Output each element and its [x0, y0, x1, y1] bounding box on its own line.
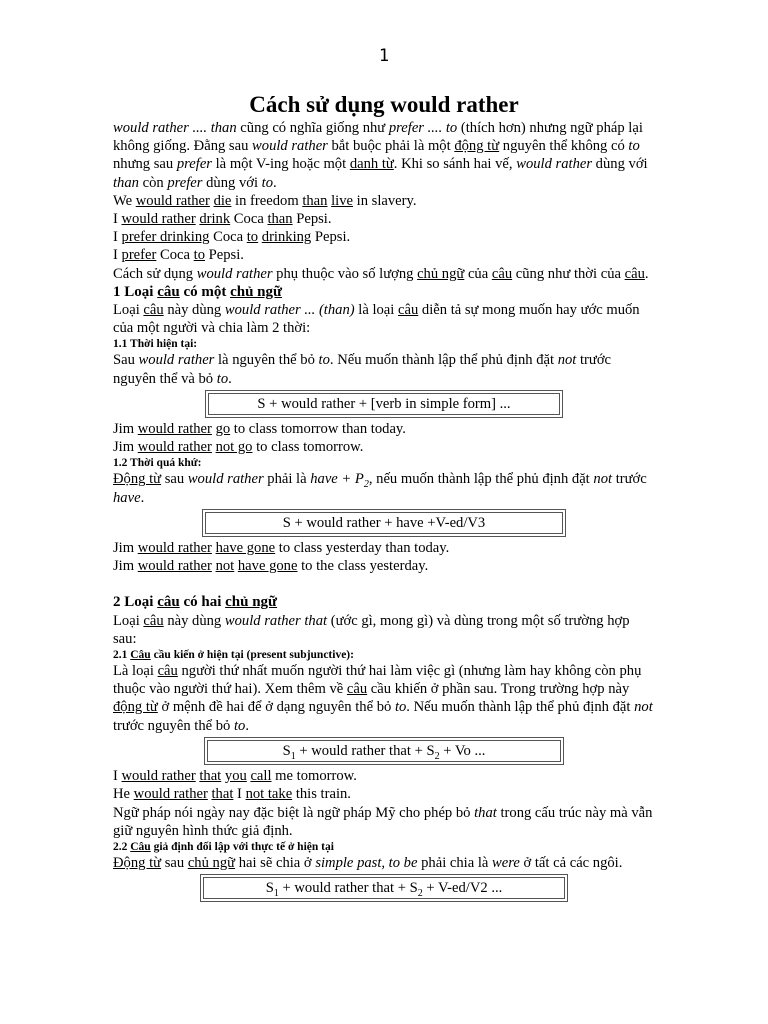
text: Coca: [209, 229, 247, 246]
link-text[interactable]: would rather: [121, 211, 196, 228]
example-line: [113, 539, 655, 557]
link-text[interactable]: to: [193, 247, 206, 264]
link-text[interactable]: Câu: [130, 840, 151, 853]
text: cũng có nghĩa giống như: [236, 120, 389, 136]
text: .: [273, 174, 277, 191]
link-text[interactable]: would rather: [121, 768, 196, 785]
link-text[interactable]: câu: [157, 663, 178, 680]
example-line: [113, 210, 655, 228]
link-text[interactable]: die: [213, 192, 232, 209]
formula-box: [204, 737, 564, 765]
text: + V-ed/V2 ...: [422, 880, 503, 897]
text: (ước gì, mong gì) và dùng trong một số trường hợp sau:: [113, 612, 630, 647]
text: nguyên thể không có: [499, 138, 629, 155]
subscript: 1: [273, 888, 279, 900]
text: to: [261, 174, 274, 191]
text: là loại: [354, 302, 398, 319]
text: còn: [138, 174, 168, 191]
formula-text: [207, 740, 561, 762]
text: .: [245, 717, 250, 734]
text: I: [113, 211, 122, 228]
text: would rather: [196, 265, 273, 282]
text: Pepsi.: [311, 229, 351, 246]
link-text[interactable]: that: [211, 786, 234, 803]
text: to class yesterday than today.: [275, 540, 450, 557]
usage-paragraph: [113, 265, 655, 283]
subscript: 2: [363, 479, 369, 491]
text: người thứ nhất muốn người thứ hai làm việc gì (nhưng làm hay không còn phụ thuộc vào người thứ hai). Xem thêm về: [113, 663, 642, 698]
text: + Vo ...: [439, 742, 486, 759]
link-text[interactable]: câu: [157, 283, 180, 300]
text: Là loại: [113, 663, 158, 680]
text: not: [557, 352, 577, 369]
text: 2.1: [113, 649, 131, 662]
link-text[interactable]: câu: [143, 612, 164, 629]
note-paragraph: [113, 804, 655, 840]
link-text[interactable]: câu: [491, 265, 513, 282]
subsection-description: [113, 470, 655, 506]
link-text[interactable]: not take: [245, 786, 293, 803]
text: in slavery.: [353, 192, 417, 209]
text: would rather ... (than): [224, 302, 355, 319]
text: to class tomorrow.: [252, 439, 364, 456]
example-line: [113, 785, 655, 803]
page-number: 1: [378, 46, 390, 66]
text: S: [282, 742, 291, 759]
text: cầu kiến ở hiện tại (present subjunctive):: [150, 649, 354, 662]
link-text[interactable]: you: [224, 768, 247, 785]
text: to: [394, 699, 407, 716]
text: S: [265, 880, 274, 897]
subscript: 2: [434, 750, 440, 762]
link-text[interactable]: danh từ: [349, 156, 394, 173]
example-line: [113, 192, 655, 210]
text: Pepsi.: [292, 211, 332, 228]
formula-text: S + would rather + [verb in simple form] ...: [208, 393, 560, 415]
link-text[interactable]: động từ: [113, 699, 158, 716]
text: này dùng: [163, 302, 225, 319]
link-text[interactable]: chủ ngữ: [417, 265, 465, 282]
text: would rather .... than: [113, 120, 237, 136]
text: hai sẽ chia ở: [235, 854, 316, 871]
text: to: [216, 370, 229, 387]
text: trước nguyên thể và bỏ: [113, 352, 612, 387]
text: not: [634, 699, 653, 716]
subsection-description: [113, 351, 655, 387]
text: ở tất cả các ngôi.: [519, 854, 623, 871]
formula-box: [205, 390, 563, 418]
link-text[interactable]: would rather: [137, 540, 212, 557]
subsection-heading: [113, 840, 655, 854]
text: I: [113, 229, 122, 246]
text: that: [474, 804, 497, 821]
link-text[interactable]: call: [250, 768, 272, 785]
text: Jim: [113, 421, 138, 438]
subsection-heading: [113, 648, 655, 662]
text: Pepsi.: [205, 247, 244, 264]
text: .: [140, 489, 145, 506]
text: Loại: [113, 302, 144, 319]
example-line: [113, 767, 655, 785]
link-text[interactable]: would rather: [137, 439, 212, 456]
link-text[interactable]: not go: [215, 439, 253, 456]
link-text[interactable]: drink: [199, 211, 231, 228]
text: prefer: [176, 156, 212, 173]
example-line: [113, 420, 655, 438]
text: Coca: [230, 211, 268, 228]
formula-box: [202, 509, 566, 537]
text: giả định đối lập với thực tế ở hiện tại: [150, 840, 334, 853]
text: simple past, to be: [315, 854, 418, 871]
text: + would rather that + S: [295, 742, 435, 759]
text: were: [492, 854, 520, 871]
text: I: [113, 247, 122, 264]
text: in freedom: [231, 192, 303, 209]
text: có một: [179, 283, 231, 300]
text: trước: [612, 471, 647, 488]
text: me tomorrow.: [271, 768, 357, 785]
section-description: [113, 612, 655, 648]
subsection-description: [113, 662, 655, 735]
text: to: [318, 352, 330, 369]
text: là một V-ing hoặc một: [211, 156, 350, 173]
link-text[interactable]: câu: [398, 302, 419, 319]
subsection-heading: 1.2 Thời quá khứ:: [113, 457, 202, 470]
link-text[interactable]: that: [199, 768, 222, 785]
link-text[interactable]: live: [331, 192, 354, 209]
text: . Khi so sánh hai vế,: [393, 156, 517, 173]
text: phải chia là: [417, 854, 493, 871]
example-line: [113, 246, 655, 264]
text: (thích hơn) nhưng ngữ pháp lại không giống. Đằng sau: [113, 120, 643, 155]
link-text[interactable]: prefer: [121, 247, 157, 264]
text: cầu khiến ở phần sau. Trong trường hợp này: [367, 681, 630, 698]
section-heading: [113, 593, 655, 611]
text: Jim: [113, 439, 138, 456]
text: là nguyên thể bỏ: [214, 352, 319, 369]
intro-paragraph: [113, 119, 655, 192]
spacer: [113, 575, 655, 593]
link-text[interactable]: chủ ngữ: [225, 594, 278, 611]
text: của: [464, 265, 492, 282]
text: này dùng: [163, 612, 225, 629]
text: bắt buộc phải là một: [327, 138, 455, 155]
text: Sau: [113, 352, 139, 369]
text: have + P: [310, 471, 364, 488]
link-text[interactable]: câu: [157, 594, 180, 611]
link-text[interactable]: câu: [346, 681, 368, 698]
text: 2 Loại: [113, 594, 158, 611]
text: Ngữ pháp nói ngày nay đặc biệt là ngữ pháp Mỹ cho phép bỏ: [113, 804, 475, 821]
link-text[interactable]: go: [215, 421, 231, 438]
text: Jim: [113, 558, 138, 575]
document-title: Cách sử dụng would rather: [249, 92, 519, 117]
formula-text: [203, 877, 565, 899]
formula-text: S + would rather + have +V-ed/V3: [205, 512, 563, 534]
example-line: [113, 438, 655, 456]
text: dùng với: [592, 156, 648, 173]
text: to class tomorrow than today.: [230, 421, 406, 438]
link-text[interactable]: prefer drinking: [121, 229, 210, 246]
text: dùng với: [202, 174, 262, 191]
link-text[interactable]: than: [267, 211, 293, 228]
section-description: [113, 301, 655, 337]
text: + would rather that + S: [278, 880, 418, 897]
section-heading: [113, 283, 655, 301]
link-text[interactable]: to: [246, 229, 259, 246]
link-text[interactable]: have gone: [237, 558, 298, 575]
example-line: [113, 557, 655, 575]
text: Loại: [113, 612, 144, 629]
text: to: [628, 138, 640, 155]
link-text[interactable]: would rather: [133, 786, 208, 803]
formula-box: [200, 874, 568, 902]
text: sau: [161, 854, 188, 871]
text: Coca: [156, 247, 194, 264]
text: not: [593, 471, 613, 488]
link-text[interactable]: would rather: [137, 421, 212, 438]
link-text[interactable]: than: [302, 192, 328, 209]
text: prefer .... to: [388, 120, 458, 136]
document-body: [113, 119, 655, 904]
link-text[interactable]: câu: [624, 265, 645, 282]
subsection-heading: 1.1 Thời hiện tại:: [113, 338, 198, 351]
text: 2.2: [113, 840, 131, 853]
example-line: [113, 228, 655, 246]
text: have: [113, 489, 141, 506]
text: to: [234, 717, 246, 734]
text: diễn tả sự mong muốn hay ước muốn của một người và chia làm 2 thời:: [113, 302, 640, 337]
text: to the class yesterday.: [297, 558, 429, 575]
link-text[interactable]: would rather: [135, 192, 210, 209]
text: phải là: [263, 471, 311, 488]
text: cũng như thời của: [512, 265, 625, 282]
text: prefer: [167, 174, 203, 191]
link-text[interactable]: chủ ngữ: [187, 854, 236, 871]
link-text[interactable]: drinking: [261, 229, 312, 246]
text: He: [113, 786, 134, 803]
text: có hai: [179, 594, 226, 611]
text: would rather that: [224, 612, 328, 629]
text: than: [113, 174, 139, 191]
link-text[interactable]: động từ: [454, 138, 500, 155]
text: would rather: [138, 352, 215, 369]
text: phụ thuộc vào số lượng: [272, 265, 418, 282]
text: Jim: [113, 540, 138, 557]
text: .: [228, 370, 232, 387]
link-text[interactable]: câu: [143, 302, 164, 319]
text: I: [233, 786, 246, 803]
text: I: [113, 768, 122, 785]
text: . Nếu muốn thành lập thể phủ định đặt: [329, 352, 558, 369]
link-text[interactable]: have gone: [215, 540, 276, 557]
text: , nếu muốn thành lập thể phủ định đặt: [368, 471, 594, 488]
link-text[interactable]: Câu: [130, 649, 151, 662]
text: would rather: [516, 156, 593, 173]
link-text[interactable]: would rather: [137, 558, 212, 575]
link-text[interactable]: Động từ: [113, 854, 162, 871]
text: ở mệnh đề hai để ở dạng nguyên thể bỏ: [157, 699, 395, 716]
subscript: 1: [290, 750, 296, 762]
text: would rather: [187, 471, 264, 488]
text: . Nếu muốn thành lập thể phủ định đặt: [406, 699, 635, 716]
text: trước nguyên thể bỏ: [113, 717, 234, 734]
text: sau: [161, 471, 188, 488]
link-text[interactable]: chủ ngữ: [230, 283, 283, 300]
link-text[interactable]: Động từ: [113, 471, 162, 488]
subscript: 2: [417, 888, 423, 900]
text: this train.: [292, 786, 351, 803]
text: .: [644, 265, 649, 282]
text: 1 Loại: [113, 283, 158, 300]
link-text[interactable]: not: [215, 558, 235, 575]
text: nhưng sau: [113, 156, 177, 173]
text: trong cấu trúc này mà vẫn giữ nguyên hình thức giả định.: [113, 804, 653, 839]
text: Cách sử dụng: [113, 265, 197, 282]
subsection-description: [113, 854, 655, 872]
text: would rather: [252, 138, 328, 155]
text: We: [113, 192, 136, 209]
